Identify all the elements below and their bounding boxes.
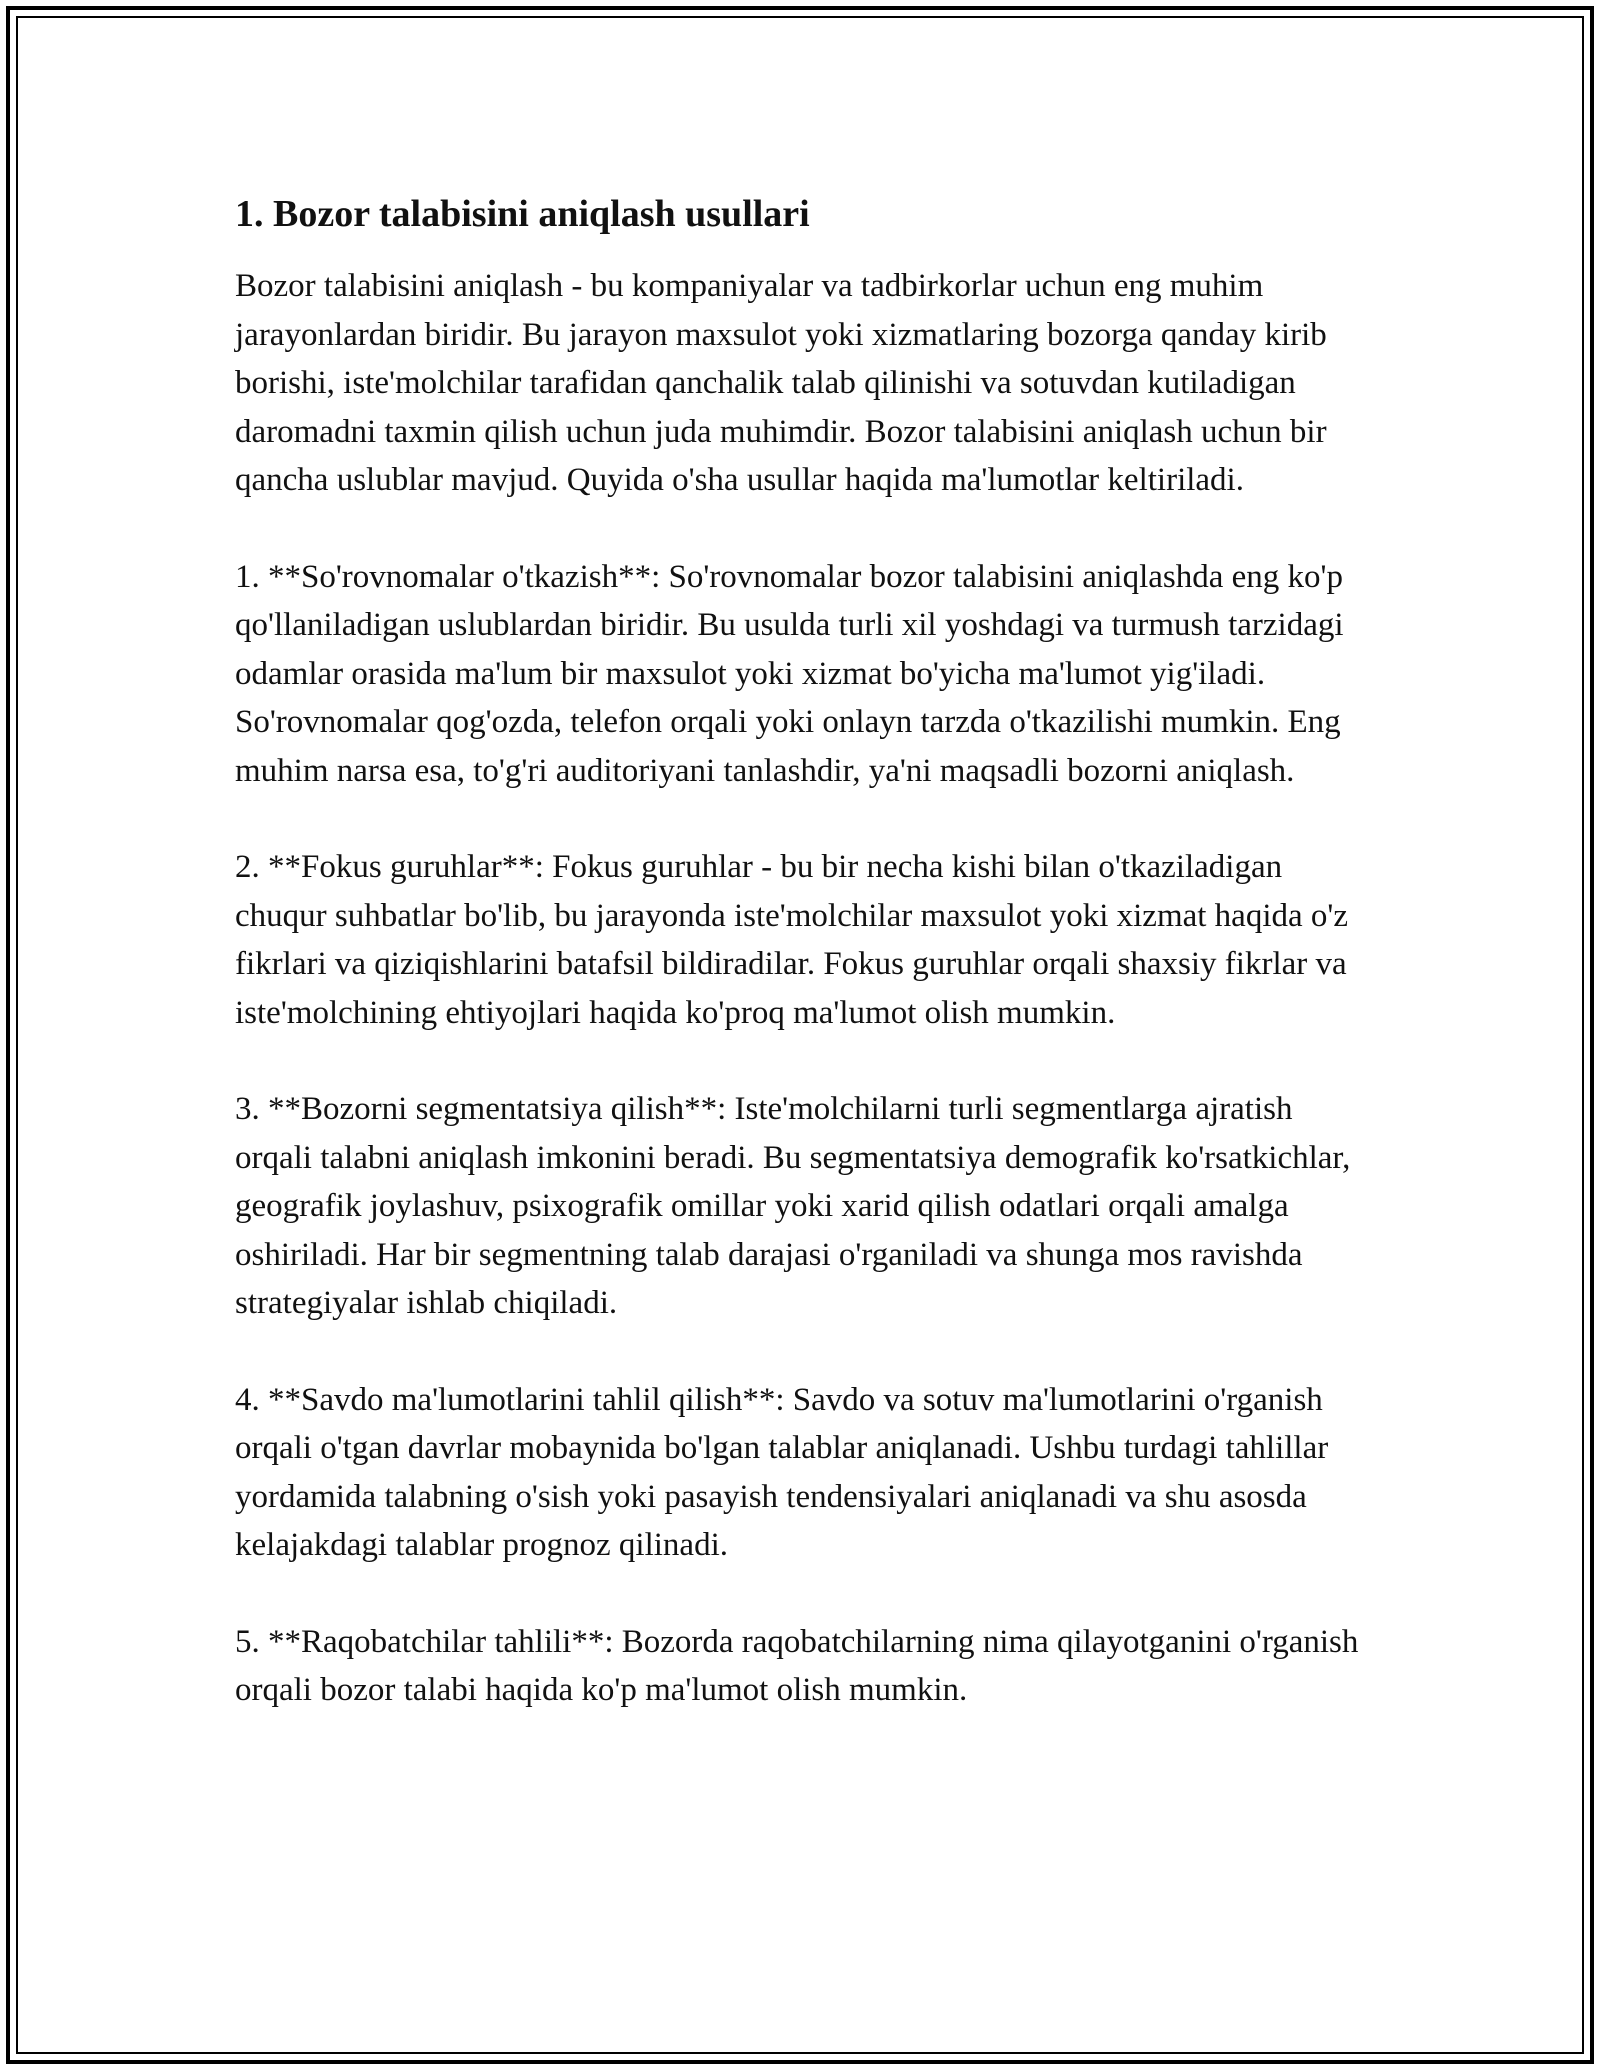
document-title: 1. Bozor talabisini aniqlash usullari	[235, 193, 810, 235]
method-competitor-analysis-paragraph: 5. **Raqobatchilar tahlili**: Bozorda raqobatchilarning nima qilayotganini o'rganish orqali bozor talabi haqida ko'p ma'lumot olish mumkin.	[235, 1623, 1359, 1708]
document-body	[235, 186, 1375, 1715]
method-segmentation-paragraph: 3. **Bozorni segmentatsiya qilish**: Iste'molchilarni turli segmentlarga ajratish orqali talabni aniqlash imkonini beradi. Bu segmentatsiya demografik ko'rsatkichlar, geografik joylashuv, psixografik omillar yoki xarid qilish odatlari orqali amalga oshiriladi. Har bir segmentning talab darajasi o'rganiladi va shunga mos ravishda strategiyalar ishlab chiqiladi.	[235, 1091, 1351, 1321]
intro-paragraph: Bozor talabisini aniqlash - bu kompaniyalar va tadbirkorlar uchun eng muhim jarayonlardan biridir. Bu jarayon maxsulot yoki xizmatlaring bozorga qanday kirib borishi, iste'molchilar tarafidan qanchalik talab qilinishi va sotuvdan kutiladigan daromadni taxmin qilish uchun juda muhimdir. Bozor talabisini aniqlash uchun bir qancha uslublar mavjud. Quyida o'sha usullar haqida ma'lumotlar keltiriladi.	[235, 268, 1327, 498]
method-sales-analysis-paragraph: 4. **Savdo ma'lumotlarini tahlil qilish**: Savdo va sotuv ma'lumotlarini o'rganish orqali o'tgan davrlar mobaynida bo'lgan talablar aniqlanadi. Ushbu turdagi tahlillar yordamida talabning o'sish yoki pasayish tendensiyalari aniqlanadi va shu asosda kelajakdagi talablar prognoz qilinadi.	[235, 1381, 1329, 1563]
method-focus-groups-paragraph: 2. **Fokus guruhlar**: Fokus guruhlar - bu bir necha kishi bilan o'tkaziladigan chuqur suhbatlar bo'lib, bu jarayonda iste'molchilar maxsulot yoki xizmat haqida o'z fikrlari va qiziqishlarini batafsil bildiradilar. Fokus guruhlar orqali shaxsiy fikrlar va iste'molchining ehtiyojlari haqida ko'proq ma'lumot olish mumkin.	[235, 849, 1348, 1031]
method-surveys-paragraph: 1. **So'rovnomalar o'tkazish**: So'rovnomalar bozor talabisini aniqlashda eng ko'p qo'llaniladigan uslublardan biridir. Bu usulda turli xil yoshdagi va turmush tarzidagi odamlar orasida ma'lum bir maxsulot yoki xizmat bo'yicha ma'lumot yig'iladi. So'rovnomalar qog'ozda, telefon orqali yoki onlayn tarzda o'tkazilishi mumkin. Eng muhim narsa esa, to'g'ri auditoriyani tanlashdir, ya'ni maqsadli bozorni aniqlash.	[235, 558, 1344, 789]
